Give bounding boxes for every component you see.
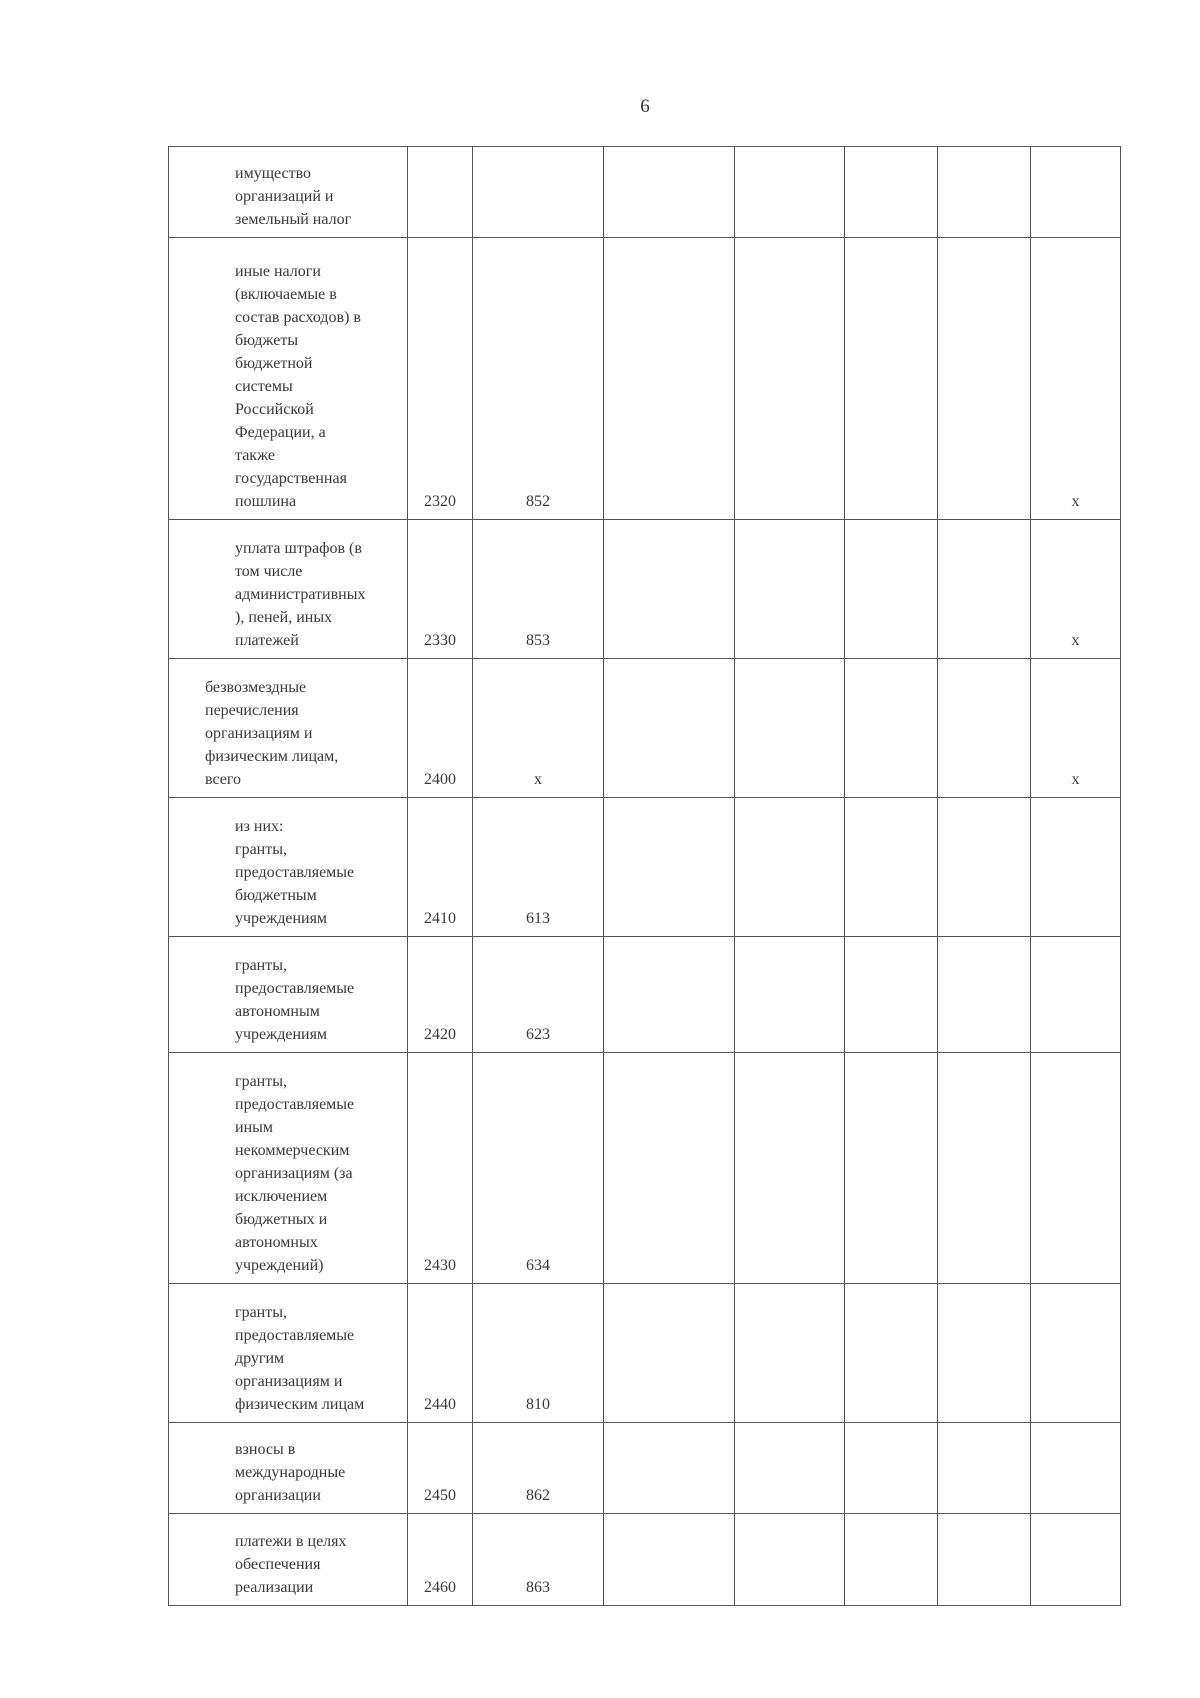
row-code-cell: 2320 [408,238,473,520]
row-code-cell: 2400 [408,659,473,798]
row-last-cell: x [1031,520,1121,659]
row-kbk-cell: x [473,659,604,798]
value-cell [604,1284,735,1423]
value-cell [735,1284,845,1423]
row-code-cell: 2330 [408,520,473,659]
row-name-cell: гранты, предоставляемые автономным учреждениям [169,937,408,1053]
value-cell [938,1423,1031,1514]
row-code-cell: 2460 [408,1514,473,1606]
value-cell [604,1053,735,1284]
value-cell [938,659,1031,798]
value-cell [735,1423,845,1514]
value-cell [938,238,1031,520]
value-cell [845,937,938,1053]
row-last-cell [1031,1423,1121,1514]
value-cell [604,798,735,937]
row-kbk-cell: 613 [473,798,604,937]
value-cell [604,147,735,238]
row-last-cell [1031,1284,1121,1423]
table-row [169,1053,1121,1284]
row-kbk-cell: 862 [473,1423,604,1514]
row-kbk-cell [473,147,604,238]
row-name-cell: имущество организаций и земельный налог [169,147,408,238]
row-code-cell: 2420 [408,937,473,1053]
value-cell [735,1514,845,1606]
row-name-cell: гранты, предоставляемые иным некоммерческим организациям (за исключением бюджетных и автономных учреждений) [169,1053,408,1284]
row-name-cell: иные налоги (включаемые в состав расходов) в бюджеты бюджетной системы Российской Федерации, а также государственная пошлина [169,238,408,520]
value-cell [845,1423,938,1514]
row-code-cell: 2450 [408,1423,473,1514]
row-kbk-cell: 852 [473,238,604,520]
row-code-cell [408,147,473,238]
value-cell [845,1053,938,1284]
value-cell [938,937,1031,1053]
row-last-cell [1031,1053,1121,1284]
row-code-cell: 2440 [408,1284,473,1423]
table-row [169,659,1121,798]
value-cell [845,520,938,659]
row-name-cell: гранты, предоставляемые другим организациям и физическим лицам [169,1284,408,1423]
value-cell [938,1514,1031,1606]
value-cell [845,147,938,238]
row-last-cell [1031,147,1121,238]
row-last-cell [1031,798,1121,937]
row-last-cell [1031,1514,1121,1606]
row-last-cell: x [1031,659,1121,798]
value-cell [938,520,1031,659]
row-kbk-cell: 863 [473,1514,604,1606]
row-name-cell: взносы в международные организации [169,1423,408,1514]
value-cell [604,238,735,520]
row-kbk-cell: 634 [473,1053,604,1284]
row-name-cell: уплата штрафов (в том числе административных ), пеней, иных платежей [169,520,408,659]
value-cell [735,798,845,937]
value-cell [604,1514,735,1606]
row-last-cell: x [1031,238,1121,520]
value-cell [604,659,735,798]
value-cell [735,147,845,238]
row-name-cell: платежи в целях обеспечения реализации [169,1514,408,1606]
value-cell [735,1053,845,1284]
value-cell [845,798,938,937]
report-table [168,146,1121,1606]
value-cell [845,659,938,798]
value-cell [604,1423,735,1514]
table-row [169,147,1121,238]
value-cell [845,238,938,520]
value-cell [938,1284,1031,1423]
value-cell [735,937,845,1053]
value-cell [735,659,845,798]
table-row [169,238,1121,520]
table-row [169,1423,1121,1514]
table-row [169,937,1121,1053]
value-cell [735,520,845,659]
value-cell [938,798,1031,937]
row-kbk-cell: 853 [473,520,604,659]
row-code-cell: 2410 [408,798,473,937]
row-code-cell: 2430 [408,1053,473,1284]
table-row [169,1284,1121,1423]
row-last-cell [1031,937,1121,1053]
value-cell [845,1284,938,1423]
page-number: 6 [640,96,650,117]
row-kbk-cell: 623 [473,937,604,1053]
row-name-cell: безвозмездные перечисления организациям и физическим лицам, всего [169,659,408,798]
table-row [169,798,1121,937]
table-row [169,1514,1121,1606]
row-name-cell: из них: гранты, предоставляемые бюджетным учреждениям [169,798,408,937]
row-kbk-cell: 810 [473,1284,604,1423]
value-cell [938,147,1031,238]
value-cell [604,520,735,659]
value-cell [735,238,845,520]
value-cell [938,1053,1031,1284]
value-cell [845,1514,938,1606]
value-cell [604,937,735,1053]
table-row [169,520,1121,659]
